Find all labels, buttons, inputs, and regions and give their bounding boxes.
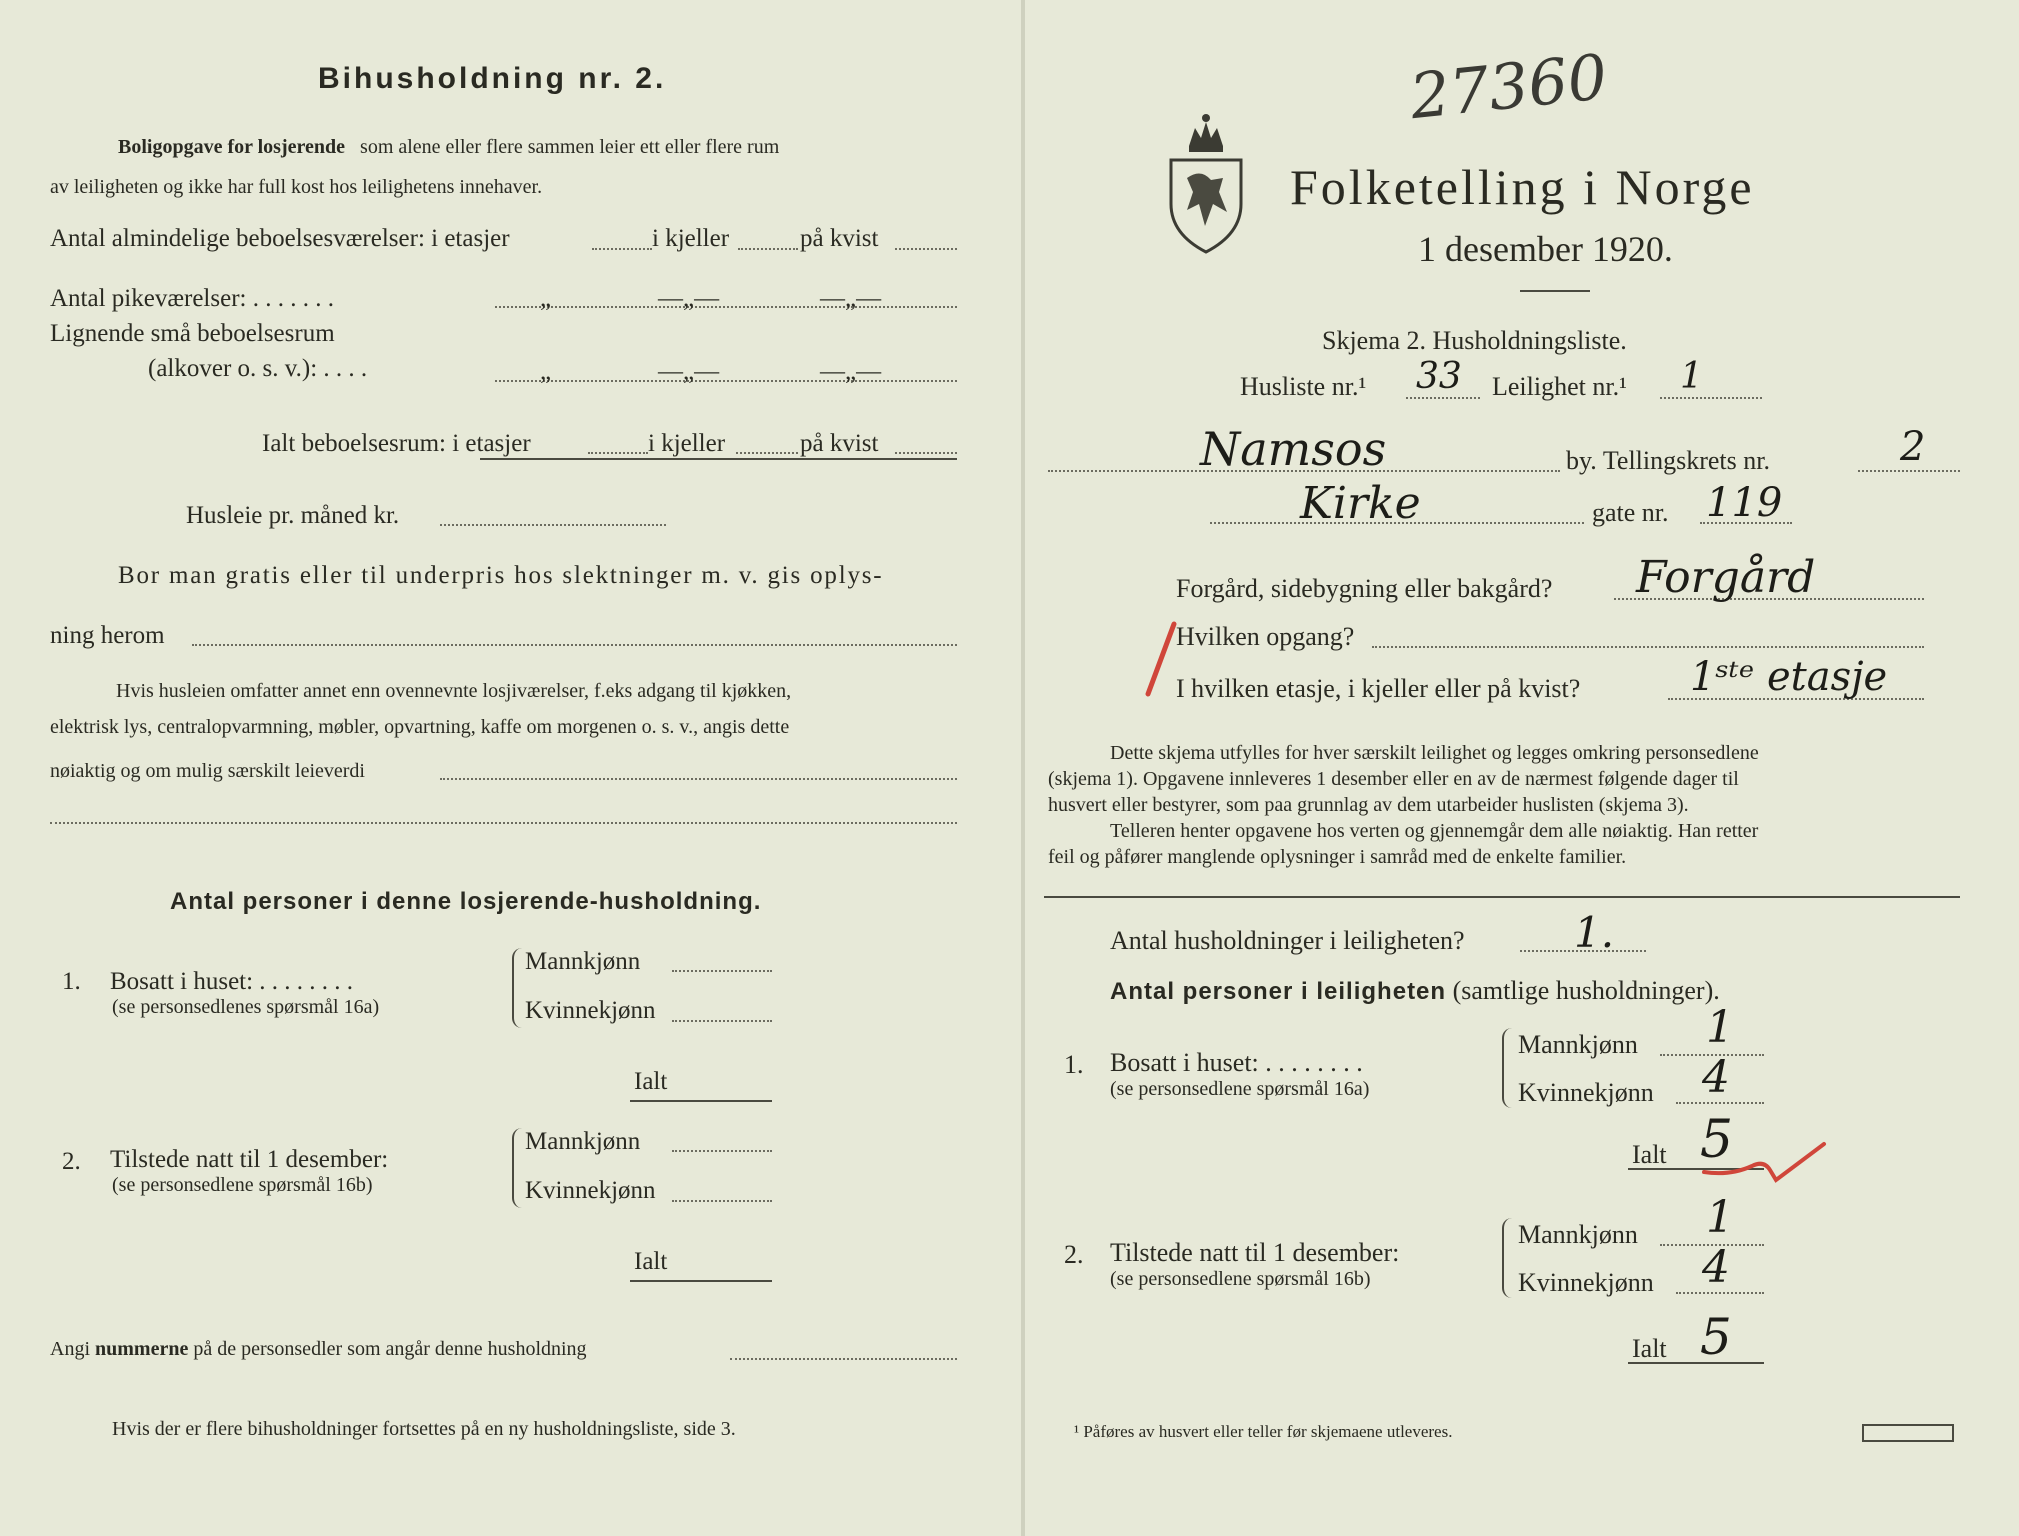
left-tilstede-num: 2.: [62, 1148, 81, 1175]
rooms-kvist: på kvist: [800, 225, 879, 252]
rooms-kjeller: i kjeller: [652, 225, 730, 252]
left-bosatt-ialt: Ialt: [634, 1068, 668, 1095]
right-title: Folketelling i Norge: [1290, 159, 1755, 215]
angi-line: [50, 1338, 587, 1361]
antal-pers-bold: Antal personer i leiligheten: [1110, 978, 1447, 1005]
forgard-value: Forgård: [1636, 552, 1816, 603]
left-bosatt-label: Bosatt i huset: . . . . . . . .: [110, 968, 354, 995]
archive-number: 27360: [1406, 39, 1611, 134]
leilighet-label: Leilighet nr.¹: [1492, 372, 1627, 401]
right-bosatt-ialt-label: Ialt: [1632, 1140, 1667, 1169]
lign-label-2: (alkover o. s. v.): . . . .: [148, 355, 368, 382]
right-bosatt-ialt-value: 5: [1700, 1110, 1734, 1170]
etasje-label: I hvilken etasje, i kjeller eller på kvist?: [1176, 674, 1581, 703]
lign-ditto-3: —„—: [820, 358, 882, 385]
instr-line-2: (skjema 1). Opgavene innleveres 1 desember eller en av de nærmest følgende dager til: [1048, 768, 1739, 790]
street-value: Kirke: [1300, 478, 1421, 529]
angi-rest: på de personsedler som angår denne husholdning: [193, 1338, 587, 1360]
right-bosatt-kvinne-value: 4: [1702, 1052, 1730, 1103]
bor-line-2: ning herom: [50, 622, 165, 649]
intro-rest: som alene eller flere sammen leier ett eller flere rum: [360, 136, 780, 158]
page-fold: [1021, 0, 1025, 1536]
right-date: 1 desember 1920.: [1418, 229, 1673, 269]
husleie-label: Husleie pr. måned kr.: [186, 502, 400, 529]
ialt-rum-label: Ialt beboelsesrum: i etasjer: [262, 430, 531, 457]
intro-line-2: av leiligheten og ikke har full kost hos leilighetens innehaver.: [50, 176, 543, 198]
left-bosatt-kvinne: Kvinnekjønn: [525, 997, 656, 1024]
antal-hush-label: Antal husholdninger i leiligheten?: [1110, 926, 1465, 955]
rooms-label: Antal almindelige beboelsesværelser: i etasjer: [50, 225, 510, 252]
instr-line-1: Dette skjema utfylles for hver særskilt leilighet og legges omkring personsedlene: [1110, 742, 1759, 764]
right-tilstede-ialt-value: 5: [1700, 1308, 1732, 1366]
left-bosatt-sub: (se personsedlenes spørsmål 16a): [112, 996, 380, 1018]
red-margin-mark: [1140, 620, 1180, 700]
pike-ditto-2: —„—: [658, 285, 720, 312]
right-bosatt-sub: (se personsedlene spørsmål 16a): [1110, 1078, 1370, 1100]
left-bosatt-mann: Mannkjønn: [525, 948, 641, 975]
right-tilstede-ialt-label: Ialt: [1632, 1334, 1667, 1363]
hvis-line-2: elektrisk lys, centralopvarmning, møbler, opvartning, kaffe om morgenen o. s. v., angis dette: [50, 716, 790, 738]
lign-ditto-1: „: [540, 358, 552, 385]
forgard-label: Forgård, sidebygning eller bakgård?: [1176, 574, 1553, 603]
by-label: by. Tellingskrets nr.: [1566, 446, 1771, 475]
right-bosatt-mann-label: Mannkjønn: [1518, 1030, 1638, 1059]
left-footer: Hvis der er flere bihusholdninger fortsettes på en ny husholdningsliste, side 3.: [112, 1418, 736, 1440]
left-tilstede-ialt: Ialt: [634, 1248, 668, 1275]
right-bosatt-label: Bosatt i huset: . . . . . . . .: [1110, 1048, 1363, 1077]
hvis-line-3: nøiaktig og om mulig særskilt leieverdi: [50, 760, 365, 782]
city-value: Namsos: [1200, 422, 1387, 476]
husliste-label: Husliste nr.¹: [1240, 372, 1367, 401]
left-bosatt-num: 1.: [62, 968, 81, 995]
ialt-kvist: på kvist: [800, 430, 879, 457]
antal-pers-rest: (samtlige husholdninger).: [1452, 976, 1720, 1005]
intro-line-1: [118, 136, 779, 159]
angi-pre: Angi: [50, 1338, 90, 1360]
right-bosatt-kvinne-label: Kvinnekjønn: [1518, 1078, 1654, 1107]
instr-line-5: feil og påfører manglende oplysninger i samråd med de enkelte familier.: [1048, 846, 1627, 868]
instr-line-3: husvert eller bestyrer, som paa grunnlag av dem utarbeider huslisten (skjema 3).: [1048, 794, 1689, 816]
right-footnote: ¹ Påføres av husvert eller teller før skjemaene utleveres.: [1074, 1422, 1453, 1441]
left-tilstede-sub: (se personsedlene spørsmål 16b): [112, 1174, 373, 1196]
lign-label-1: Lignende små beboelsesrum: [50, 320, 335, 347]
antal-pers-line: [1110, 976, 1720, 1006]
coat-of-arms-icon: [1165, 108, 1247, 254]
right-tilstede-label: Tilstede natt til 1 desember:: [1110, 1238, 1400, 1267]
opgang-label: Hvilken opgang?: [1176, 622, 1355, 651]
left-tilstede-kvinne: Kvinnekjønn: [525, 1177, 656, 1204]
left-title: Bihusholdning nr. 2.: [318, 62, 667, 95]
angi-bold: nummerne: [95, 1338, 189, 1360]
husliste-value: 33: [1416, 356, 1462, 397]
etasje-value: 1ˢᵗᵉ etasje: [1690, 654, 1888, 700]
right-tilstede-kvinne-label: Kvinnekjønn: [1518, 1268, 1654, 1297]
red-check-mark: [1700, 1136, 1830, 1186]
left-tilstede-label: Tilstede natt til 1 desember:: [110, 1146, 389, 1173]
leilighet-value: 1: [1680, 356, 1703, 397]
intro-bold: Boligopgave for losjerende: [118, 136, 346, 158]
right-tilstede-kvinne-value: 4: [1702, 1242, 1730, 1293]
pike-label: Antal pikeværelser: . . . . . . .: [50, 285, 334, 312]
left-antal-heading: Antal personer i denne losjerende-husholdning.: [170, 888, 762, 915]
right-tilstede-mann-value: 1: [1706, 1192, 1734, 1243]
left-tilstede-mann: Mannkjønn: [525, 1128, 641, 1155]
printer-stamp: [1862, 1424, 1954, 1442]
pike-ditto-1: „: [540, 285, 552, 312]
lign-ditto-2: —„—: [658, 358, 720, 385]
right-bosatt-num: 1.: [1064, 1050, 1084, 1079]
krets-value: 2: [1900, 424, 1926, 470]
right-tilstede-num: 2.: [1064, 1240, 1084, 1269]
skjema-label: Skjema 2. Husholdningsliste.: [1322, 326, 1627, 355]
bor-line-1: Bor man gratis eller til underpris hos slektninger m. v. gis oplys-: [118, 562, 884, 589]
hvis-line-1: Hvis husleien omfatter annet enn ovennevnte losjiværelser, f.eks adgang til kjøkken,: [116, 680, 792, 702]
right-tilstede-sub: (se personsedlene spørsmål 16b): [1110, 1268, 1371, 1290]
right-bosatt-mann-value: 1: [1706, 1002, 1734, 1053]
gate-label: gate nr.: [1592, 498, 1669, 527]
instr-line-4: Telleren henter opgavene hos verten og gjennemgår dem alle nøiaktig. Han retter: [1110, 820, 1759, 842]
pike-ditto-3: —„—: [820, 285, 882, 312]
gate-value: 119: [1706, 480, 1783, 526]
antal-hush-value: 1.: [1574, 908, 1615, 957]
ialt-kjeller: i kjeller: [648, 430, 726, 457]
right-tilstede-mann-label: Mannkjønn: [1518, 1220, 1638, 1249]
